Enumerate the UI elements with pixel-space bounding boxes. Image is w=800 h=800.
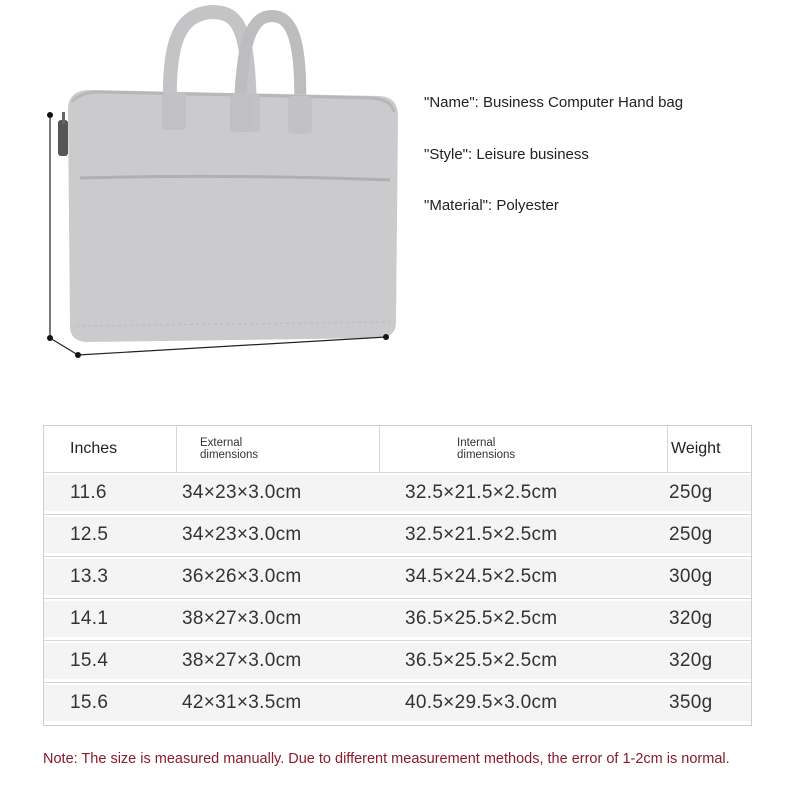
cell-weight: 320g [669,650,713,671]
table-row [44,598,751,640]
cell-internal: 32.5×21.5×2.5cm [405,482,558,503]
cell-internal: 34.5×24.5×2.5cm [405,566,558,587]
cell-internal: 40.5×29.5×3.0cm [405,692,558,713]
cell-external: 36×26×3.0cm [182,566,302,587]
spec-material: "Material": Polyester [424,197,559,214]
table-row [44,640,751,682]
header-weight [667,426,751,472]
cell-external: 38×27×3.0cm [182,608,302,629]
cell-external: 42×31×3.5cm [182,692,302,713]
cell-weight: 350g [669,692,713,713]
cell-external: 34×23×3.0cm [182,524,302,545]
cell-inches: 12.5 [70,524,109,545]
header-internal [379,426,667,472]
cell-internal: 36.5×25.5×2.5cm [405,650,558,671]
cell-inches: 15.6 [70,692,109,713]
size-table [43,425,752,726]
cell-inches: 13.3 [70,566,109,587]
header-internal-line2: dimensions [457,449,516,461]
cell-inches: 15.4 [70,650,109,671]
header-weight-label: Weight [671,440,721,457]
header-external-line1: External [200,437,243,449]
cell-external: 38×27×3.0cm [182,650,302,671]
cell-internal: 32.5×21.5×2.5cm [405,524,558,545]
header-inches [44,426,176,472]
cell-inches: 11.6 [70,482,107,503]
table-row [44,472,751,514]
cell-external: 34×23×3.0cm [182,482,302,503]
laptop-bag-illustration [40,0,410,380]
product-image [40,0,410,380]
cell-weight: 250g [669,524,713,545]
cell-inches: 14.1 [70,608,109,629]
header-inches-label: Inches [70,440,118,457]
header-external-line2: dimensions [200,449,259,461]
cell-weight: 250g [669,482,713,503]
table-row [44,556,751,598]
spec-style: "Style": Leisure business [424,146,589,163]
header-internal-line1: Internal [457,437,496,449]
table-header [44,426,751,472]
cell-internal: 36.5×25.5×2.5cm [405,608,558,629]
header-external [176,426,379,472]
spec-name: "Name": Business Computer Hand bag [424,94,684,111]
measurement-note: Note: The size is measured manually. Due to different measurement methods, the error of 1-2cm is normal. [43,751,730,767]
table-row [44,682,751,724]
table-row [44,514,751,556]
cell-weight: 300g [669,566,713,587]
cell-weight: 320g [669,608,713,629]
